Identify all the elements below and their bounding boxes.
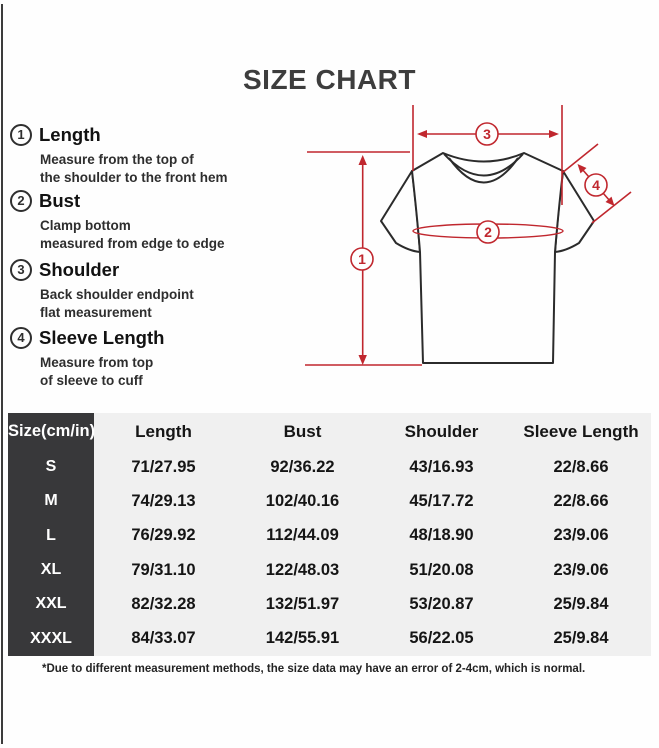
table-row-xl <box>8 553 651 587</box>
legend-desc-shoulder: Back shoulder endpoint flat measurement <box>40 287 194 320</box>
size-table <box>8 413 651 656</box>
legend-item-sleeve-length <box>10 327 164 389</box>
cell-bust: 112/44.09 <box>266 526 339 545</box>
svg-text:2: 2 <box>484 224 492 240</box>
circled-number-2: 2 <box>10 190 32 212</box>
cell-length: 76/29.92 <box>131 526 196 545</box>
header-bust: Bust <box>283 421 322 441</box>
cell-length: 74/29.13 <box>131 491 196 510</box>
circled-number-1: 1 <box>10 124 32 146</box>
legend-desc-bust: Clamp bottom measured from edge to edge <box>40 218 225 251</box>
cell-length: 82/32.28 <box>131 594 196 613</box>
diagram-marker-4 <box>585 174 607 196</box>
svg-text:3: 3 <box>483 126 491 142</box>
cell-sleeve: 23/9.06 <box>553 526 609 545</box>
cell-length: 79/31.10 <box>131 560 196 579</box>
circled-number-3: 3 <box>10 259 32 281</box>
cell-bust: 102/40.16 <box>265 491 340 510</box>
size-label: S <box>8 450 94 484</box>
legend-name-sleeve-length: Sleeve Length <box>39 327 165 348</box>
circled-number-4: 4 <box>10 327 32 349</box>
diagram-marker-3 <box>476 123 498 145</box>
table-row-xxl <box>8 587 651 621</box>
cell-sleeve: 25/9.84 <box>553 594 609 613</box>
cell-shoulder: 56/22.05 <box>409 629 474 648</box>
cell-bust: 142/55.91 <box>265 629 340 648</box>
diagram-marker-1 <box>351 248 373 270</box>
cell-bust: 92/36.22 <box>270 457 335 476</box>
left-border-line <box>1 4 3 744</box>
cell-shoulder: 51/20.08 <box>409 560 474 579</box>
size-label: M <box>8 484 94 518</box>
table-row-m <box>8 484 651 518</box>
tshirt-measurement-diagram <box>280 100 659 390</box>
legend-item-shoulder <box>10 259 194 321</box>
table-row-xxxl <box>8 622 651 656</box>
table-header-row <box>8 413 651 450</box>
cell-sleeve: 22/8.66 <box>553 491 609 510</box>
measurement-disclaimer: *Due to different measurement methods, the size data may have an error of 2-4cm, which is normal. <box>42 663 586 675</box>
cell-shoulder: 48/18.90 <box>409 526 474 545</box>
size-label: XXL <box>8 587 94 621</box>
cell-shoulder: 45/17.72 <box>409 491 474 510</box>
legend-name-length: Length <box>39 124 101 145</box>
legend-item-bust <box>10 190 225 252</box>
header-sleeve-length: Sleeve Length <box>523 421 639 441</box>
legend-desc-length: Measure from the top of the shoulder to the front hem <box>40 152 228 185</box>
cell-sleeve: 23/9.06 <box>553 560 609 579</box>
size-label: XXXL <box>8 622 94 656</box>
cell-length: 71/27.95 <box>131 457 196 476</box>
legend-name-shoulder: Shoulder <box>39 259 120 280</box>
svg-text:4: 4 <box>592 177 600 193</box>
cell-bust: 132/51.97 <box>265 594 340 613</box>
cell-sleeve: 22/8.66 <box>553 457 609 476</box>
legend-name-bust: Bust <box>39 190 81 211</box>
diagram-marker-2 <box>477 221 499 243</box>
svg-text:1: 1 <box>358 251 366 267</box>
legend-item-length <box>10 124 228 186</box>
header-size: Size(cm/in) <box>8 413 94 450</box>
header-shoulder: Shoulder <box>404 421 479 441</box>
page-title: SIZE CHART <box>243 64 416 95</box>
cell-shoulder: 43/16.93 <box>409 457 474 476</box>
cell-shoulder: 53/20.87 <box>409 594 474 613</box>
header-length: Length <box>135 421 192 441</box>
cell-sleeve: 25/9.84 <box>553 629 609 648</box>
cell-length: 84/33.07 <box>131 629 196 648</box>
legend-desc-sleeve-length: Measure from top of sleeve to cuff <box>40 355 154 388</box>
table-row-s <box>8 450 651 484</box>
cell-bust: 122/48.03 <box>265 560 340 579</box>
size-label: L <box>8 519 94 553</box>
size-label: XL <box>8 553 94 587</box>
table-row-l <box>8 519 651 553</box>
